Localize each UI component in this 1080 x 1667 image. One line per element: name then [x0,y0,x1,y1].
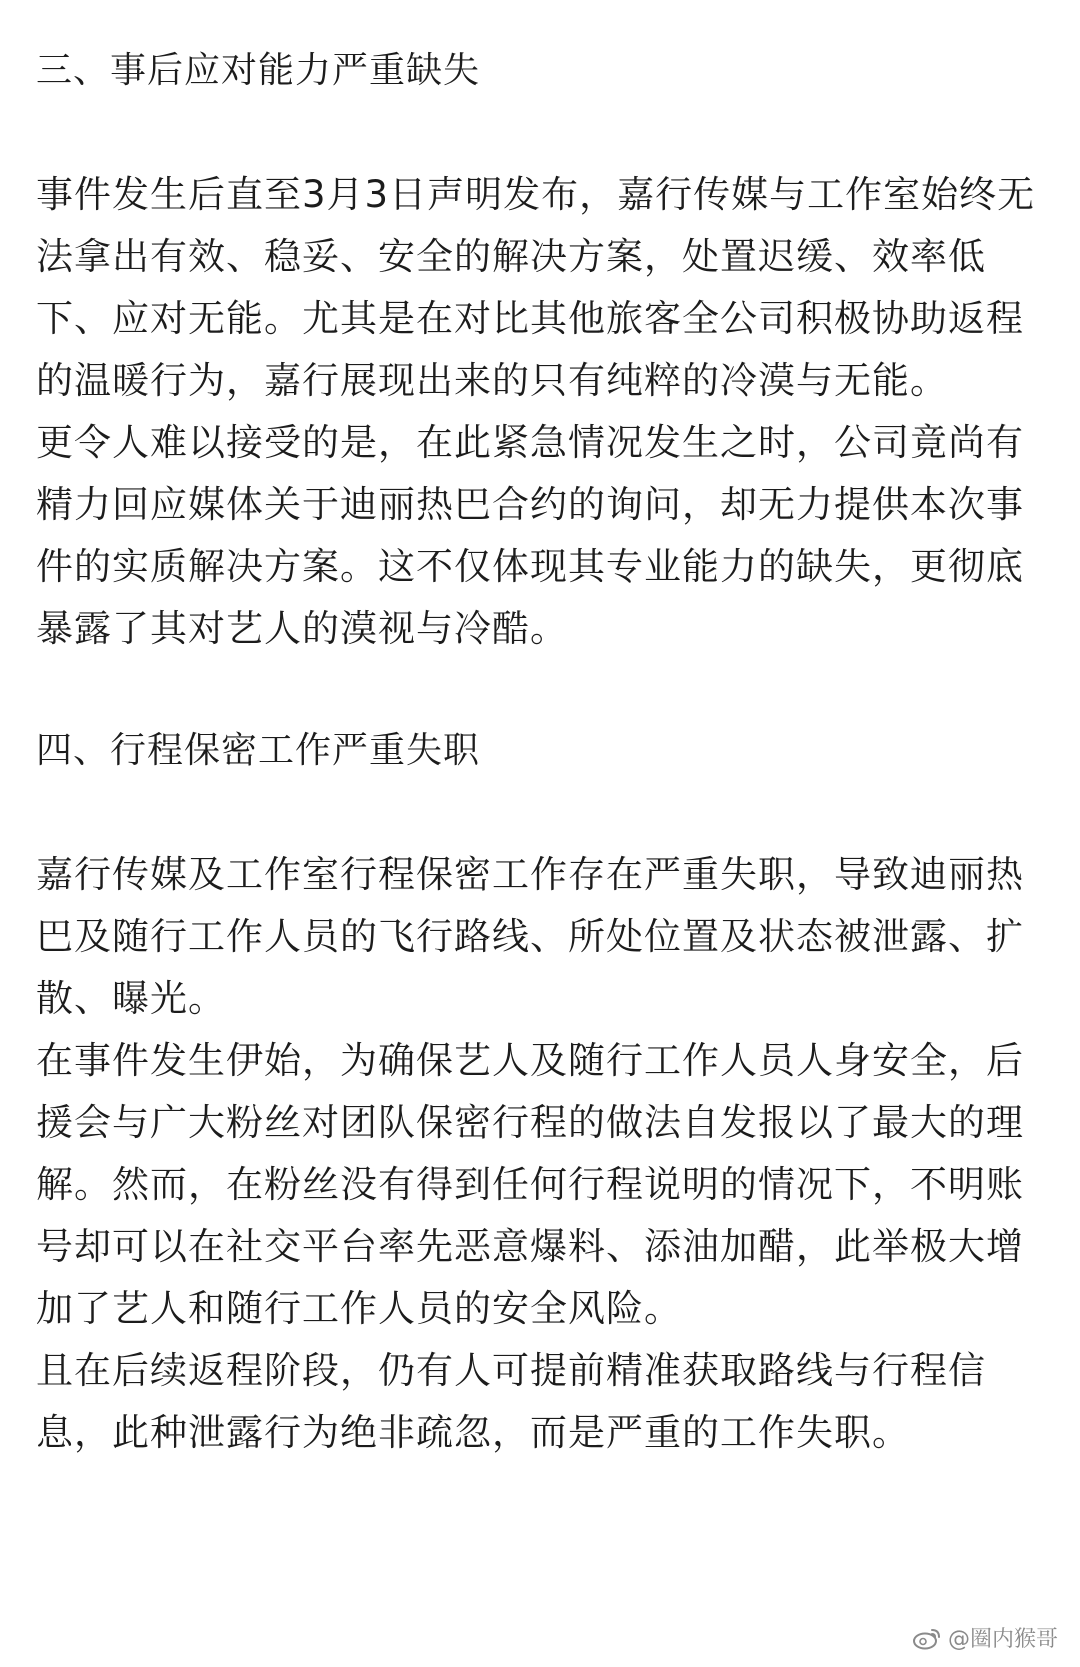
section-body-4 [36,844,1046,1464]
section-heading-3: 三、事后应对能力严重缺失 [36,50,481,91]
paragraph: 事件发生后直至3月3日声明发布，嘉行传媒与工作室始终无法拿出有效、稳妥、安全的解决方案，处置迟缓、效率低下、应对无能。尤其是在对比其他旅客全公司积极协助返程的温暖行为，嘉行展现出来的只有纯粹的冷漠与无能。 [36,173,1036,402]
watermark-text: @圈内猴哥 [947,1627,1058,1652]
paragraph: 且在后续返程阶段，仍有人可提前精准获取路线与行程信息，此种泄露行为绝非疏忽，而是严重的工作失职。 [36,1349,986,1454]
paragraph: 嘉行传媒及工作室行程保密工作存在严重失职，导致迪丽热巴及随行工作人员的飞行路线、所处位置及状态被泄露、扩散、曝光。 [36,853,1024,1020]
paragraph: 在事件发生伊始，为确保艺人及随行工作人员人身安全，后援会与广大粉丝对团队保密行程的做法自发报以了最大的理解。然而，在粉丝没有得到任何行程说明的情况下，不明账号却可以在社交平台率先恶意爆料、添油加醋，此举极大增加了艺人和随行工作人员的安全风险。 [36,1039,1024,1330]
section-body-3 [36,164,1046,660]
watermark [912,1622,1058,1653]
section-heading-4: 四、行程保密工作严重失职 [36,730,481,771]
weibo-icon [912,1626,942,1650]
document-page [36,40,1046,1464]
paragraph: 更令人难以接受的是，在此紧急情况发生之时，公司竟尚有精力回应媒体关于迪丽热巴合约的询问，却无力提供本次事件的实质解决方案。这不仅体现其专业能力的缺失，更彻底暴露了其对艺人的漠视与冷酷。 [36,421,1024,650]
